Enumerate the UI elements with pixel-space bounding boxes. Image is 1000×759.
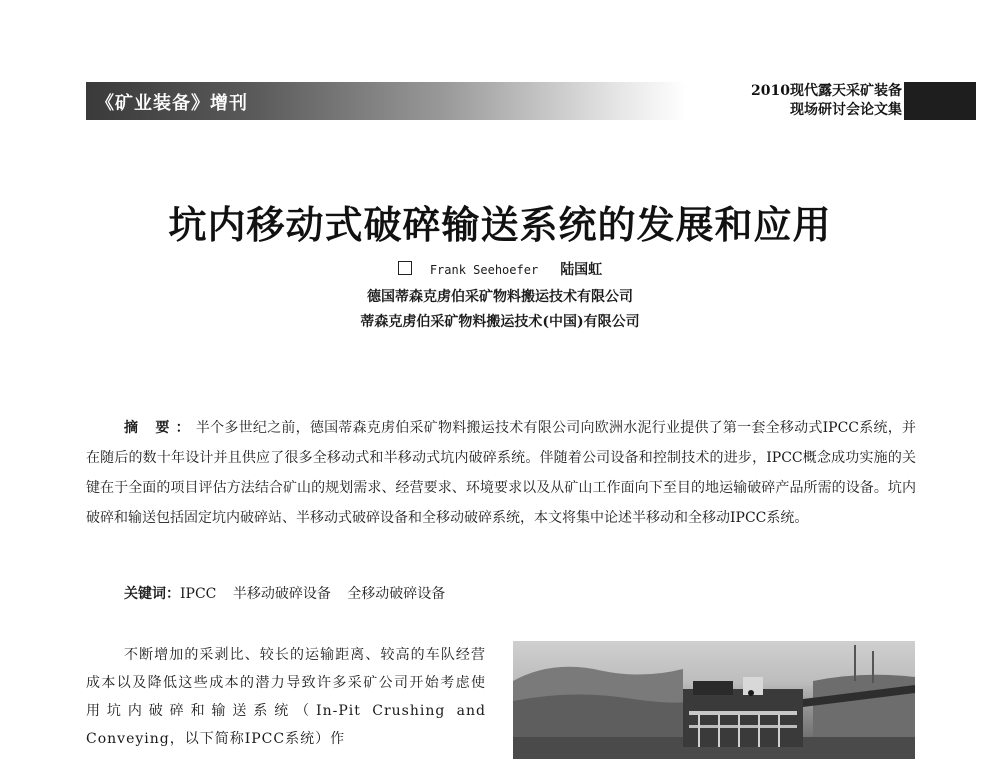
abstract-label: 摘 要： xyxy=(124,420,196,436)
affiliation-1: 德国蒂森克虏伯采矿物料搬运技术有限公司 xyxy=(367,289,633,305)
author-chinese: 陆国虹 xyxy=(560,262,603,278)
author-line xyxy=(0,259,1000,279)
body-paragraph: 不断增加的采剥比、较长的运输距离、较高的车队经营成本以及降低这些成本的潜力导致许多采矿公司开始考虑使用坑内破碎和输送系统（In-Pit Crushing and Conveying，以下简称IPCC系统）作 xyxy=(86,647,486,747)
conference-header xyxy=(751,82,902,120)
paper-title: 坑内移动式破碎输送系统的发展和应用 xyxy=(168,202,832,247)
keyword-item: IPCC xyxy=(180,586,217,602)
header-dark-block xyxy=(904,82,976,120)
conference-line-1: 2010现代露天采矿装备 xyxy=(751,83,902,99)
abstract xyxy=(86,413,916,533)
abstract-text: 半个多世纪之前，德国蒂森克虏伯采矿物料搬运技术有限公司向欧洲水泥行业提供了第一套全移动式IPCC系统，并在随后的数十年设计并且供应了很多全移动式和半移动式坑内破碎系统。伴随着公司设备和控制技术的进步，IPCC概念成功实施的关键在于全面的项目评估方法结合矿山的规划需求、经营要求、环境要求以及从矿山工作面向下至目的地运输破碎产品所需的设备。坑内破碎和输送包括固定坑内破碎站、半移动式破碎设备和全移动破碎系统，本文将集中论述半移动和全移动IPCC系统。 xyxy=(86,420,916,526)
journal-label: 《矿业装备》增刊 xyxy=(96,93,248,114)
crusher-photo-graphic xyxy=(513,641,915,759)
keywords-label: 关键词： xyxy=(124,586,180,602)
keywords xyxy=(124,584,457,604)
affiliation-2: 蒂森克虏伯采矿物料搬运技术(中国)有限公司 xyxy=(360,314,640,330)
author-english: Frank Seehoefer xyxy=(429,263,539,277)
keyword-item: 全移动破碎设备 xyxy=(347,586,446,602)
crusher-photo xyxy=(513,641,915,759)
keyword-item: 半移动破碎设备 xyxy=(232,586,331,602)
conference-line-2: 现场研讨会论文集 xyxy=(790,102,902,118)
author-square-icon xyxy=(398,261,412,275)
